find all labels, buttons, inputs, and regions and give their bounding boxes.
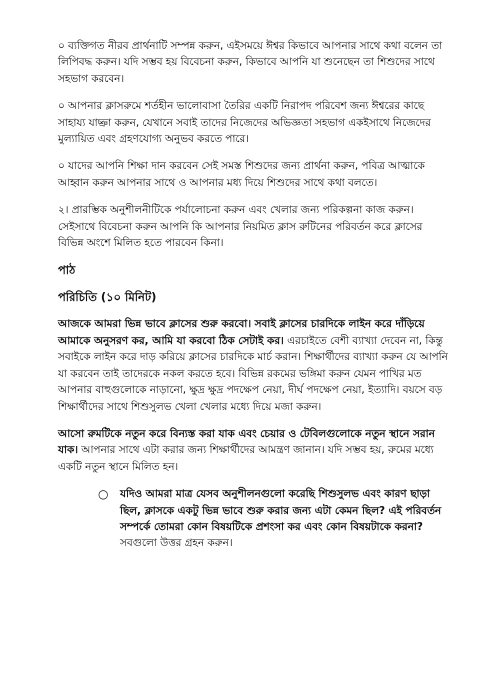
rearrange-paragraph [58, 426, 449, 475]
intro-paragraph [58, 316, 449, 414]
prayer-paragraph-1: ০ ব্যক্তিগত নীরব প্রার্থনাটি সম্পন্ন করুন, এইসময়ে ঈশ্বর কিভাবে আপনার সাথে কথা বলেন তা লিপিবদ্ধ করুন। যদি সম্ভব হয় বিবেচনা করুন, কিভাবে আপনি যা শুনেছেন তা শিশুদের সাথে সহভাগ করবেন। [58, 40, 442, 85]
prayer-paragraph-3: ০ যাদের আপনি শিক্ষা দান করবেন সেই সমস্ত শিশুদের জন্য প্রার্থনা করুন, পবিত্র আত্মাকে আহ্বান করুন আপনার সাথে ও আপনার মধ্য দিয়ে শিশুদের সাথে কথা বলতে। [58, 160, 425, 189]
section-heading-lesson: পাঠ [58, 263, 76, 278]
question-bold-text: যদিও আমরা মাত্র যেসব অনুশীলনগুলো করেছি শিশুসুলভ এবং কারণ ছাড়া ছিল, ক্লাসকে একটু ভিন্ন ভাবে শুরু করার জন্য এটা কেমন ছিল? এই পরিবর্তন সম্পর্কে তোমরা কোন বিষয়টিকে প্রশংসা কর এবং কোন বিষয়টাকে করনা? [120, 488, 442, 533]
section-heading-introduction: পরিচিতি (১০ মিনিট) [58, 290, 157, 305]
rearrange-bold-text: আসো রুমটিকে নতুন করে বিন্যস্ত করা যাক এবং চেয়ার ও টেবিলগুলোকে নতুন স্থানে সরান যাক। [58, 427, 435, 457]
intro-instruction-text: এরচাইতে বেশী ব্যাখ্যা দেবেন না, কিন্তু সবাইকে লাইন করে দাড় করিয়ে ক্লাসের চারদিকে মার্চ করান। শিক্ষার্থীদের ব্যাখ্যা করুন যে আপনি যা করবেন তাই তাদেরকে নকল করতে হবে। বিভিন্ন রকমের ভঙ্গিমা করুন যেমন পাখির মত আপনার বাহুগুলোকে নাড়ানো, ক্ষুদ্র ক্ষুদ্র পদক্ষেপ নেয়া, দীর্ঘ পদক্ষেপ নেয়া, ইত্যাদি। বয়সে বড় শিক্ষার্থীদের সাথে শিশুসুলভ খেলা খেলার মধ্যে দিয়ে মজা করুন। [58, 334, 448, 413]
circle-bullet-icon: ○ [98, 487, 109, 502]
review-paragraph: ২। প্রারম্ভিক অনুশীলনীটিকে পর্যালোচনা করুন এবং খেলার জন্য পরিকল্পনা কাজ করুন। সেইসাথে বিবেচনা করুন আপনি কি আপনার নিয়মিত ক্লাস রুটিনের পরিবর্তন করে ক্লাসের বিভিন্ন অংশে মিলিত হতে পারবেন কিনা। [58, 204, 423, 250]
rearrange-instruction-text: আপনার সাথে এটা করার জন্য শিক্ষার্থীদের আমন্ত্রণ জানান। যদি সম্ভব হয়, রুমের মধ্যে একটি নতুন স্থানে মিলিত হন। [58, 444, 434, 473]
intro-bold-text: আজকে আমরা ভিন্ন ভাবে ক্লাসের শুরু করবো। সবাই ক্লাসের চারদিকে লাইন করে দাঁড়িয়ে আমাকে অনুসরণ কর, আমি যা করবো ঠিক সেটাই কর। [58, 318, 425, 347]
question-instruction-text: সবগুলো উত্তর গ্রহন করুন। [120, 537, 233, 550]
prayer-paragraph-2: ০ আপনার ক্লাসরুমে শর্তহীন ভালোবাসা তৈরির একটি নিরাপদ পরিবেশ জন্য ঈশ্বরের কাছে সাহায্য যাচ্ঞা করুন, যেখানে সবাই তাদের নিজেদের অভিজ্ঞতা সহভাগ একইসাথে নিজেদের মুল্যায়িত এবং গ্রহণযোগ্য অনুভব করতে পারে। [58, 100, 431, 146]
list-item [94, 486, 449, 552]
